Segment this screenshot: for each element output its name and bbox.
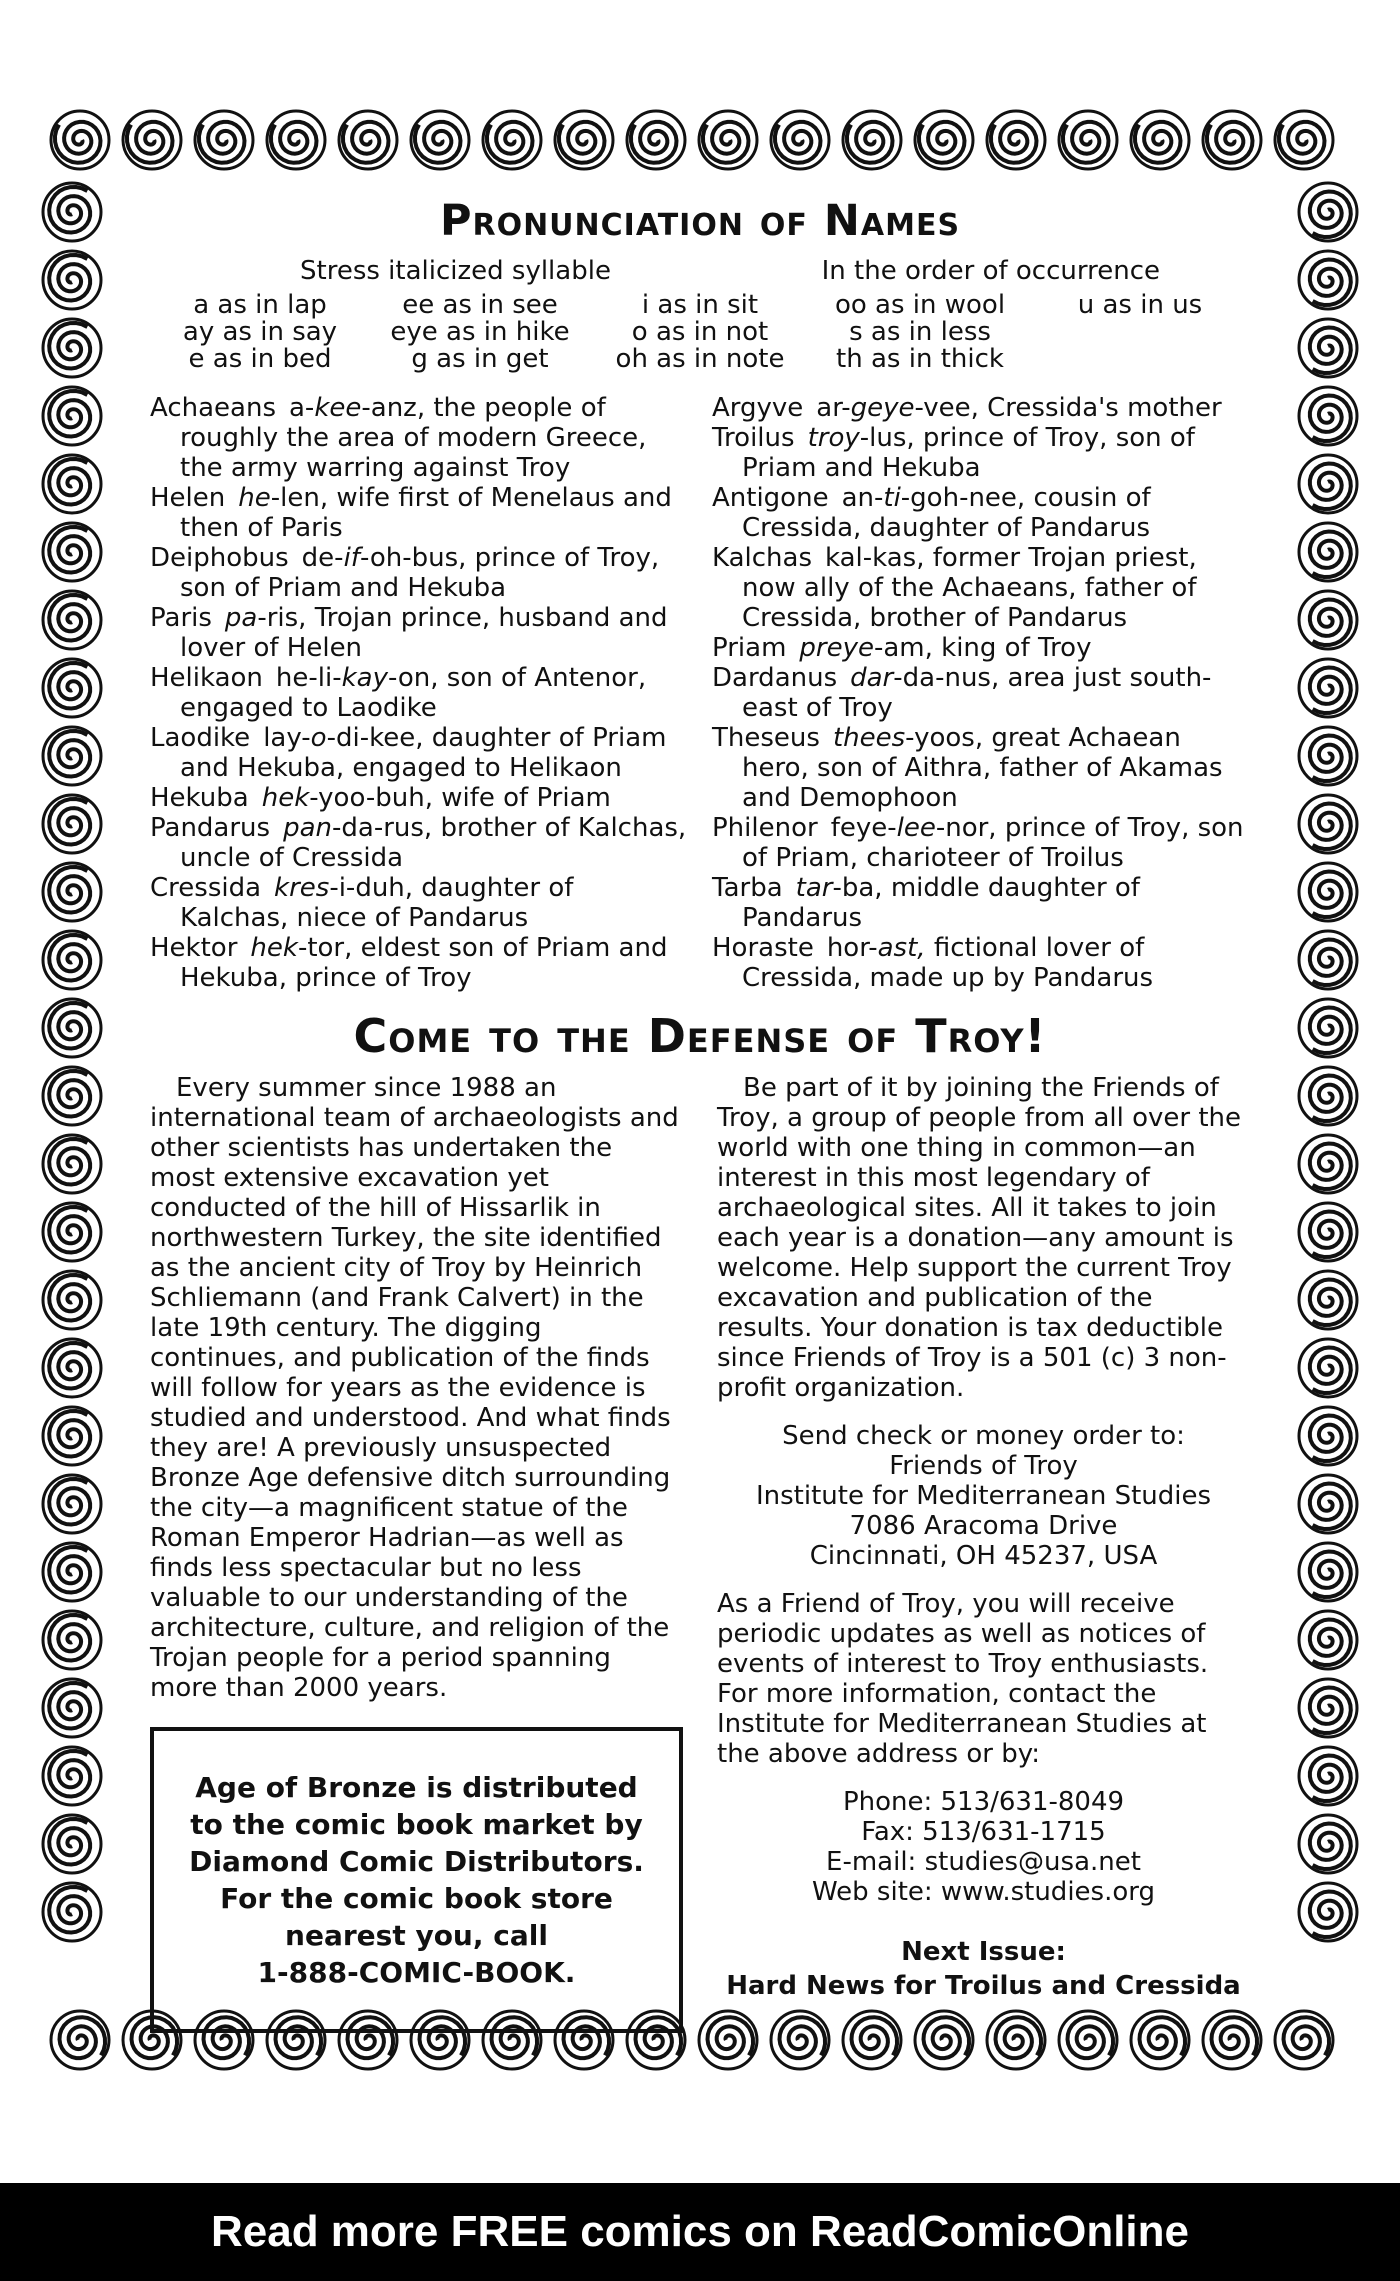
spiral-ornament	[49, 527, 90, 573]
name-entry: Kalchas kal-kas, former Trojan priest, now ally of the Achaeans, father of Cressida, brother of Pandarus	[712, 543, 1197, 633]
spiral-ornament	[1310, 328, 1351, 374]
spiral-ornament	[1310, 1008, 1351, 1054]
spiral-ornament	[1310, 736, 1351, 782]
entry-name: Pandarus	[150, 813, 284, 843]
spiral-ornament	[1310, 1280, 1351, 1326]
key-column	[810, 292, 1030, 373]
spiral-ornament	[49, 1275, 90, 1321]
spiral-ornament	[1135, 122, 1181, 163]
send-to-label: Send check or money order to:	[782, 1421, 1185, 1451]
entry-name: Deiphobus	[150, 543, 302, 573]
spiral-ornament	[1310, 940, 1351, 986]
fax: Fax: 513/631-1715	[861, 1817, 1106, 1847]
entry-name: Cressida	[150, 873, 275, 903]
name-entry: Laodike lay-o-di-kee, daughter of Priam and Hekuba, engaged to Helikaon	[150, 723, 667, 783]
distribution-box	[150, 1727, 683, 2033]
spiral-ornament	[55, 122, 101, 163]
name-entry: Priam preye-am, king of Troy	[712, 633, 1092, 663]
key-item: oo as in wool	[834, 290, 1006, 320]
entry-name: Helikaon	[150, 663, 276, 693]
spiral-ornament	[49, 323, 90, 369]
key-item: ay as in say	[182, 317, 338, 347]
key-item: g as in get	[411, 344, 549, 374]
defense-columns	[150, 1073, 1250, 2033]
spiral-ornament	[415, 122, 461, 163]
spiral-ornament	[49, 187, 90, 233]
name-list-right	[712, 393, 1250, 993]
entry-name: Laodike	[150, 723, 264, 753]
spiral-ornament	[49, 595, 90, 641]
key-column	[590, 292, 810, 373]
spiral-ornament	[847, 122, 893, 163]
stressed-syllable: pa	[224, 603, 258, 633]
key-item: o as in not	[631, 317, 769, 347]
box-line: nearest you, call	[285, 1919, 548, 1952]
entry-name: Philenor	[712, 813, 831, 843]
spiral-ornament	[1310, 396, 1351, 442]
spiral-ornament	[1063, 122, 1109, 163]
mailing-address	[717, 1451, 1250, 1571]
stressed-syllable: thees	[832, 723, 906, 753]
spiral-ornament	[1310, 464, 1351, 510]
entry-name: Dardanus	[712, 663, 851, 693]
pronunciation-subheads	[150, 256, 1250, 286]
name-entry: Helen he-len, wife first of Menelaus and then of Paris	[150, 483, 672, 543]
spiral-ornament	[49, 1071, 90, 1117]
name-entry: Tarba tar-ba, middle daughter of Pandarus	[712, 873, 1140, 933]
spiral-ornament	[49, 1003, 90, 1049]
key-item: oh as in note	[615, 344, 785, 374]
spiral-ornament	[1310, 260, 1351, 306]
name-list	[150, 393, 1250, 993]
entry-name: Troilus	[712, 423, 808, 453]
spiral-ornament	[127, 122, 173, 163]
spiral-ornament	[1310, 1688, 1351, 1734]
name-entry: Helikaon he-li-kay-on, son of Antenor, engaged to Laodike	[150, 663, 647, 723]
name-entry: Pandarus pan-da-rus, brother of Kalchas, uncle of Cressida	[150, 813, 687, 873]
spiral-ornament	[49, 799, 90, 845]
spiral-ornament	[49, 1479, 90, 1525]
stress-note: Stress italicized syllable	[300, 256, 611, 286]
spiral-ornament	[1310, 192, 1351, 238]
name-entry: Cressida kres-i-duh, daughter of Kalchas, niece of Pandarus	[150, 873, 574, 933]
box-line: to the comic book market by	[190, 1808, 643, 1841]
key-item: i as in sit	[641, 290, 759, 320]
box-line: Age of Bronze is distributed	[195, 1771, 638, 1804]
stressed-syllable: pan	[283, 813, 332, 843]
spiral-ornament	[49, 663, 90, 709]
entry-name: Horaste	[712, 933, 827, 963]
entry-name: Theseus	[712, 723, 833, 753]
name-entry: Hektor hek-tor, eldest son of Priam and Hekuba, prince of Troy	[150, 933, 668, 993]
spiral-ornament	[49, 1139, 90, 1185]
key-item: e as in bed	[188, 344, 332, 374]
entry-name: Tarba	[712, 873, 796, 903]
name-entry: Antigone an-ti-goh-nee, cousin of Cressida, daughter of Pandarus	[712, 483, 1151, 543]
contact-info	[717, 1787, 1250, 1907]
join-paragraph: Be part of it by joining the Friends of Troy, a group of people from all over the world with one thing in common—an interest in this most legendary of archaeological sites. All it takes to join each year is a donation—any amount is welcome. Help support the current Troy excavation and publication of the results. Your donation is tax deductible since Friends of Troy is a 501 (c) 3 non-profit organization.	[717, 1073, 1242, 1403]
stressed-syllable: geye	[850, 393, 915, 423]
spiral-ornament	[1310, 804, 1351, 850]
entry-name: Hektor	[150, 933, 251, 963]
spiral-ornament	[49, 1615, 90, 1661]
spiral-ornament	[199, 122, 245, 163]
spiral-ornament	[49, 1207, 90, 1253]
entry-name: Argyve	[712, 393, 817, 423]
entry-name: Achaeans	[150, 393, 289, 423]
spiral-ornament	[1310, 532, 1351, 578]
entry-name: Priam	[712, 633, 800, 663]
defense-left-column	[150, 1073, 683, 2033]
stressed-syllable: hek	[250, 933, 298, 963]
stressed-syllable: kee	[314, 393, 362, 423]
name-entry: Dardanus dar-da-nus, area just south-east of Troy	[712, 663, 1212, 723]
spiral-ornament	[1310, 1620, 1351, 1666]
key-column	[150, 292, 370, 373]
stressed-syllable: ast,	[877, 933, 926, 963]
promo-banner[interactable]: Read more FREE comics on ReadComicOnline	[0, 2183, 1400, 2281]
entry-name: Helen	[150, 483, 239, 513]
defense-right-column	[717, 1073, 1250, 2033]
phone: Phone: 513/631-8049	[842, 1787, 1125, 1817]
spiral-ornament	[49, 731, 90, 777]
stressed-syllable: o	[310, 723, 327, 753]
key-item: a as in lap	[193, 290, 327, 320]
box-line: 1-888-COMIC-BOOK.	[257, 1956, 576, 1989]
key-column	[370, 292, 590, 373]
name-list-left	[150, 393, 688, 993]
spiral-ornament	[1279, 122, 1325, 163]
spiral-ornament	[1310, 1892, 1351, 1938]
stressed-syllable: preye	[799, 633, 874, 663]
spiral-ornament	[49, 1343, 90, 1389]
entry-name: Kalchas	[712, 543, 826, 573]
spiral-ornament	[1284, 2017, 1330, 2058]
next-issue-title: Hard News for Troilus and Cressida	[726, 1971, 1241, 2001]
spiral-ornament	[49, 1819, 90, 1865]
stressed-syllable: he	[238, 483, 271, 513]
key-item: ee as in see	[402, 290, 558, 320]
spiral-ornament	[1310, 1348, 1351, 1394]
page-content	[150, 196, 1250, 2033]
spiral-ornament	[1310, 1144, 1351, 1190]
stressed-syllable: if	[343, 543, 360, 573]
spiral-ornament	[49, 1411, 90, 1457]
spiral-ornament	[49, 867, 90, 913]
key-column	[1030, 292, 1250, 373]
spiral-ornament	[631, 122, 677, 163]
spiral-ornament	[49, 1751, 90, 1797]
key-item: u as in us	[1077, 290, 1203, 320]
spiral-ornament	[487, 122, 533, 163]
key-item: s as in less	[849, 317, 991, 347]
name-entry: Achaeans a-kee-anz, the people of roughly the area of modern Greece, the army warring against Troy	[150, 393, 647, 483]
entry-name: Antigone	[712, 483, 842, 513]
pronunciation-title: Pronunciation of Names	[439, 196, 961, 246]
spiral-ornament	[49, 391, 90, 437]
spiral-ornament	[1310, 1824, 1351, 1870]
stressed-syllable: hek	[261, 783, 310, 813]
pronunciation-key	[150, 292, 1250, 373]
order-note: In the order of occurrence	[821, 256, 1160, 286]
website: Web site: www.studies.org	[811, 1877, 1155, 1907]
spiral-ornament	[1310, 668, 1351, 714]
spiral-ornament	[1207, 122, 1253, 163]
address-line: Institute for Mediterranean Studies	[755, 1481, 1212, 1511]
spiral-ornament	[1310, 1076, 1351, 1122]
spiral-ornament	[991, 122, 1037, 163]
spiral-ornament	[1310, 600, 1351, 646]
spiral-ornament	[49, 935, 90, 981]
stressed-syllable: kres	[274, 873, 330, 903]
spiral-ornament	[559, 122, 605, 163]
defense-title: Come to the Defense of Troy!	[353, 1009, 1047, 1063]
address-line: 7086 Aracoma Drive	[849, 1511, 1118, 1541]
spiral-ornament	[49, 1887, 90, 1933]
entry-name: Hekuba	[150, 783, 262, 813]
stressed-syllable: dar	[850, 663, 894, 693]
stressed-syllable: ti	[883, 483, 901, 513]
next-issue-label: Next Issue:	[901, 1937, 1066, 1967]
friend-paragraph: As a Friend of Troy, you will receive periodic updates as well as notices of events of interest to Troy enthusiasts. For more information, contact the Institute for Mediterranean Studies at the above address or by:	[717, 1589, 1209, 1769]
email: E-mail: studies@usa.net	[826, 1847, 1141, 1877]
spiral-ornament	[703, 122, 749, 163]
stressed-syllable: lee	[896, 813, 936, 843]
stressed-syllable: kay	[341, 663, 388, 693]
name-entry: Paris pa-ris, Trojan prince, husband and lover of Helen	[150, 603, 668, 663]
spiral-ornament	[49, 459, 90, 505]
key-item: eye as in hike	[390, 317, 570, 347]
spiral-ornament	[49, 255, 90, 301]
spiral-ornament	[60, 2017, 106, 2058]
spiral-ornament	[1310, 1484, 1351, 1530]
name-entry: Hekuba hek-yoo-buh, wife of Priam	[150, 783, 611, 813]
spiral-ornament	[919, 122, 965, 163]
stressed-syllable: tar	[795, 873, 833, 903]
spiral-ornament	[49, 1547, 90, 1593]
spiral-ornament	[1310, 1212, 1351, 1258]
stressed-syllable: troy	[807, 423, 860, 453]
spiral-ornament	[1310, 872, 1351, 918]
spiral-ornament	[49, 1683, 90, 1729]
name-entry: Troilus troy-lus, prince of Troy, son of Priam and Hekuba	[712, 423, 1195, 483]
box-line: For the comic book store	[220, 1882, 613, 1915]
spiral-ornament	[1310, 1552, 1351, 1598]
name-entry: Deiphobus de-if-oh-bus, prince of Troy, son of Priam and Hekuba	[150, 543, 660, 603]
spiral-ornament	[775, 122, 821, 163]
spiral-ornament	[343, 122, 389, 163]
address-line: Cincinnati, OH 45237, USA	[809, 1541, 1158, 1571]
key-item: th as in thick	[836, 344, 1004, 374]
name-entry: Horaste hor-ast, fictional lover of Cressida, made up by Pandarus	[712, 933, 1154, 993]
excavation-paragraph: Every summer since 1988 an international team of archaeologists and other scientists has undertaken the most extensive excavation yet conducted of the hill of Hissarlik in northwestern Turkey, the site identified as the ancient city of Troy by Heinrich Schliemann (and Frank Calvert) in the late 19th century. The digging continues, and publication of the finds will follow for years as the evidence is studied and understood. And what finds they are! A previously unsuspected Bronze Age defensive ditch surrounding the city—a magnificent statue of the Roman Emperor Hadrian—as well as finds less spectacular but no less valuable to our understanding of the architecture, culture, and religion of the Trojan people for a period spanning more than 2000 years.	[150, 1073, 679, 1703]
spiral-ornament	[271, 122, 317, 163]
name-entry: Argyve ar-geye-vee, Cressida's mother	[712, 393, 1222, 423]
name-entry: Philenor feye-lee-nor, prince of Troy, son of Priam, charioteer of Troilus	[712, 813, 1244, 873]
box-line: Diamond Comic Distributors.	[189, 1845, 644, 1878]
spiral-ornament	[1310, 1416, 1351, 1462]
entry-name: Paris	[150, 603, 225, 633]
name-entry: Theseus thees-yoos, great Achaean hero, son of Aithra, father of Akamas and Demophoon	[712, 723, 1223, 813]
address-line: Friends of Troy	[889, 1451, 1078, 1481]
spiral-ornament	[1310, 1756, 1351, 1802]
